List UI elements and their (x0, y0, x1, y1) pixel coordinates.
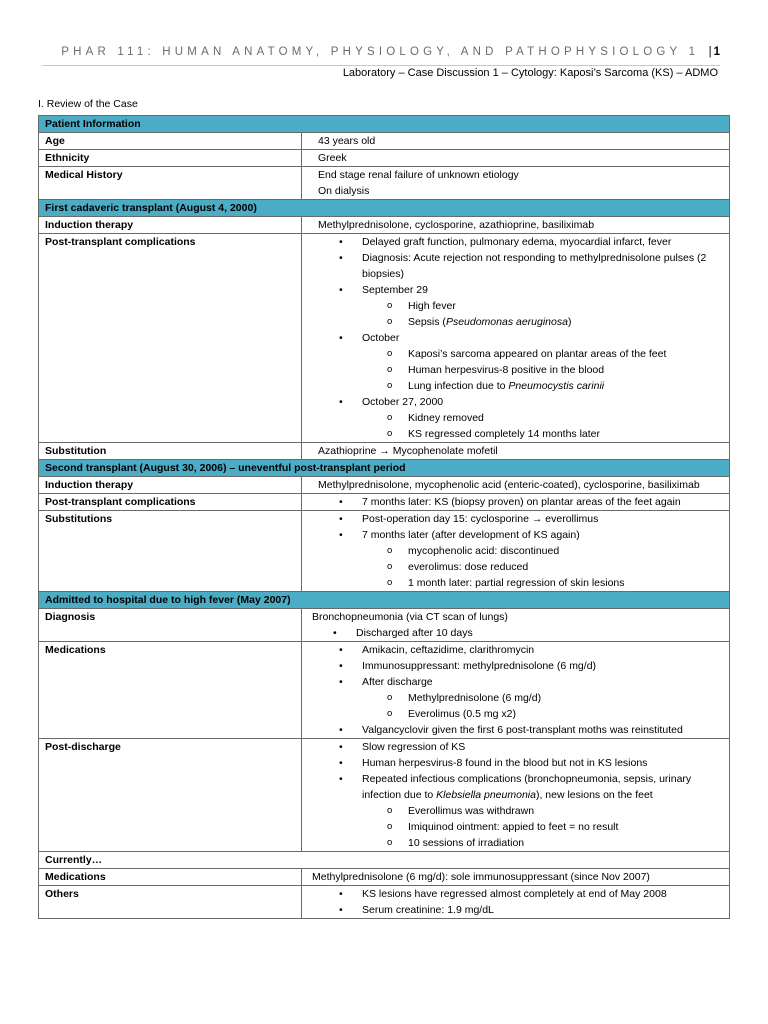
row-value: Azathioprine → Mycophenolate mofetil (302, 443, 730, 460)
list-item: • 7 months later: KS (biopsy proven) on plantar areas of the feet again (362, 494, 723, 510)
sub-list (362, 543, 723, 591)
table-row (39, 609, 730, 642)
row-label: Post-transplant complications (39, 234, 302, 443)
sub-list-item: o Everolimus (0.5 mg x2) (408, 706, 723, 722)
text-fragment: Repeated infectious complications (bronchopneumonia, sepsis, urinary infection due to (362, 773, 692, 801)
bullet-list (318, 739, 723, 851)
row-value (302, 494, 730, 511)
list-item (362, 282, 723, 330)
list-item (362, 394, 723, 442)
row-value (302, 886, 730, 919)
row-value: 43 years old (302, 133, 730, 150)
sub-list-item: o 10 sessions of irradiation (408, 835, 723, 851)
row-label: Others (39, 886, 302, 919)
sub-list-item: o KS regressed completely 14 months later (408, 426, 723, 442)
row-label: Post-transplant complications (39, 494, 302, 511)
row-label: Diagnosis (39, 609, 302, 642)
bullet-list (312, 625, 723, 641)
row-value (302, 642, 730, 739)
table-row (39, 494, 730, 511)
sub-list-item (408, 314, 723, 330)
row-label: Induction therapy (39, 477, 302, 494)
table-row (39, 167, 730, 200)
row-label: Ethnicity (39, 150, 302, 167)
list-item-text: October 27, 2000 (362, 396, 444, 408)
sub-list-item: o 1 month later: partial regression of skin lesions (408, 575, 723, 591)
list-item-text: 7 months later (after development of KS again) (362, 529, 580, 541)
row-label: Substitutions (39, 511, 302, 592)
section-band-admission (39, 592, 730, 609)
row-value (302, 234, 730, 443)
text-fragment: Lung infection due to (408, 380, 509, 392)
table-row (39, 150, 730, 167)
row-value: Methylprednisolone, mycophenolic acid (enteric-coated), cyclosporine, basiliximab (302, 477, 730, 494)
table-row (39, 739, 730, 852)
table-row (39, 886, 730, 919)
bullet-list (318, 234, 723, 442)
band-heading: Patient Information (39, 116, 730, 133)
row-value (302, 167, 730, 200)
document-subtitle: Laboratory – Case Discussion 1 – Cytology: Kaposi’s Sarcoma (KS) – ADMO (342, 67, 718, 79)
running-header (40, 46, 720, 58)
band-heading: Admitted to hospital due to high fever (May 2007) (39, 592, 730, 609)
header-separator: | (708, 46, 712, 58)
table-row (39, 234, 730, 443)
sub-list-item: o Kaposi’s sarcoma appeared on plantar areas of the feet (408, 346, 723, 362)
list-item: • KS lesions have regressed almost completely at end of May 2008 (362, 886, 723, 902)
sub-list (362, 803, 723, 851)
row-label: Medications (39, 869, 302, 886)
bullet-list (318, 494, 723, 510)
row-value (302, 609, 730, 642)
list-item: • Diagnosis: Acute rejection not responding to methylprednisolone pulses (2 biopsies) (362, 250, 723, 282)
band-heading: Second transplant (August 30, 2006) – uneventful post-transplant period (39, 460, 730, 477)
text-fragment: Sepsis ( (408, 316, 446, 328)
currently-heading: Currently… (39, 852, 730, 869)
row-label: Post-discharge (39, 739, 302, 852)
sub-list-item: o Kidney removed (408, 410, 723, 426)
bullet-list (318, 886, 723, 918)
table-row (39, 511, 730, 592)
section-band-first-transplant (39, 200, 730, 217)
history-line: On dialysis (318, 185, 370, 197)
case-table (38, 115, 730, 919)
section-band-second-transplant (39, 460, 730, 477)
sub-list-item: o Imiquinod ointment: appied to feet = no result (408, 819, 723, 835)
section-title: I. Review of the Case (38, 98, 138, 110)
row-value: Methylprednisolone (6 mg/d): sole immunosuppressant (since Nov 2007) (302, 869, 730, 886)
sub-list-item (408, 378, 723, 394)
bullet-list (318, 511, 723, 591)
text-fragment: ), new lesions on the feet (535, 789, 653, 801)
sub-list (362, 346, 723, 394)
sub-list-item: o mycophenolic acid: discontinued (408, 543, 723, 559)
row-value: Greek (302, 150, 730, 167)
list-item: • Immunosuppressant: methylprednisolone (6 mg/d) (362, 658, 723, 674)
organism-name: Pseudomonas aeruginosa (445, 316, 568, 328)
text-fragment: ) (567, 316, 572, 328)
list-item: • Slow regression of KS (362, 739, 723, 755)
table-row-currently (39, 852, 730, 869)
list-item (362, 771, 723, 851)
table-row (39, 869, 730, 886)
row-label: Induction therapy (39, 217, 302, 234)
section-band-patient-info (39, 116, 730, 133)
organism-name: Pneumocystis carinii (508, 380, 605, 392)
row-label: Age (39, 133, 302, 150)
sub-list (362, 410, 723, 442)
history-line: End stage renal failure of unknown etiology (318, 169, 519, 181)
list-item: • Post-operation day 15: cyclosporine → everollimus (362, 511, 723, 527)
table-row (39, 477, 730, 494)
organism-name: Klebsiella pneumonia (436, 789, 536, 801)
list-item (362, 330, 723, 394)
row-value (302, 739, 730, 852)
list-item: • Serum creatinine: 1.9 mg/dL (362, 902, 723, 918)
row-label: Medications (39, 642, 302, 739)
list-item (362, 674, 723, 722)
course-title: PHAR 111: HUMAN ANATOMY, PHYSIOLOGY, AND PATHOPHYSIOLOGY 1 (61, 46, 700, 58)
bullet-list (318, 642, 723, 738)
diagnosis-text: Bronchopneumonia (via CT scan of lungs) (312, 611, 508, 623)
sub-list-item: o High fever (408, 298, 723, 314)
table-row (39, 443, 730, 460)
list-item: • Discharged after 10 days (356, 625, 723, 641)
list-item-text: October (362, 332, 400, 344)
sub-list-item: o Everollimus was withdrawn (408, 803, 723, 819)
sub-list-item: o Methylprednisolone (6 mg/d) (408, 690, 723, 706)
list-item-text: After discharge (362, 676, 433, 688)
list-item: • Valgancyclovir given the first 6 post-transplant moths was reinstituted (362, 722, 723, 738)
list-item: • Delayed graft function, pulmonary edema, myocardial infarct, fever (362, 234, 723, 250)
band-heading: First cadaveric transplant (August 4, 2000) (39, 200, 730, 217)
sub-list-item: o everolimus: dose reduced (408, 559, 723, 575)
row-value (302, 511, 730, 592)
list-item-text: September 29 (362, 284, 428, 296)
header-rule (42, 65, 720, 66)
row-label: Substitution (39, 443, 302, 460)
row-label: Medical History (39, 167, 302, 200)
page-number: 1 (713, 46, 720, 58)
list-item: • Amikacin, ceftazidime, clarithromycin (362, 642, 723, 658)
sub-list-item: o Human herpesvirus-8 positive in the blood (408, 362, 723, 378)
table-row (39, 642, 730, 739)
sub-list (362, 298, 723, 330)
row-value: Methylprednisolone, cyclosporine, azathioprine, basiliximab (302, 217, 730, 234)
table-row (39, 217, 730, 234)
sub-list (362, 690, 723, 722)
list-item (362, 527, 723, 591)
table-row (39, 133, 730, 150)
list-item: • Human herpesvirus-8 found in the blood but not in KS lesions (362, 755, 723, 771)
